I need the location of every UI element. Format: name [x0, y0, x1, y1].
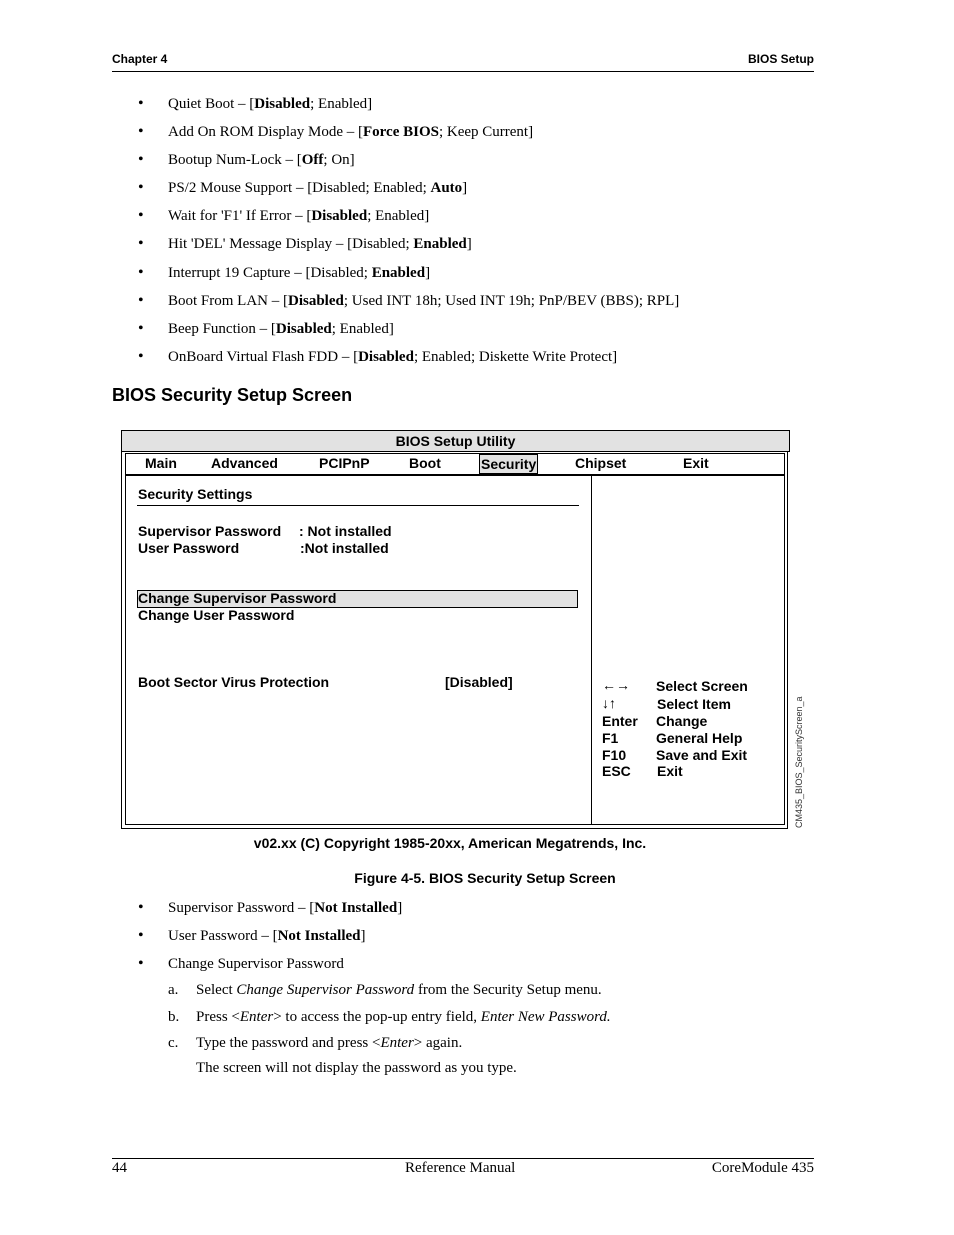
section-title: BIOS Security Setup Screen — [112, 385, 353, 405]
list-item: • Boot From LAN – [Disabled; Used INT 18h; Used INT 19h; PnP/BEV (BBS); RPL] — [138, 292, 679, 320]
boot-sector-virus-protection-value[interactable]: [Disabled] — [445, 674, 513, 690]
help-general-help: General Help — [656, 730, 743, 746]
supervisor-password-label: Supervisor Password — [138, 523, 282, 539]
list-item: • Beep Function – [Disabled; Enabled] — [138, 320, 679, 348]
section-label: BIOS Setup — [747, 52, 814, 66]
security-settings-heading: Security Settings — [138, 486, 253, 502]
page-number: 44 — [112, 1160, 127, 1176]
user-password-value: :Not installed — [300, 540, 389, 556]
list-item: • Hit 'DEL' Message Display – [Disabled; Enabled] — [138, 235, 679, 263]
header-rule — [112, 71, 814, 72]
option-list-bottom — [138, 899, 402, 983]
menu-tab-security[interactable]: Security — [481, 456, 537, 472]
left-right-arrows-icon: ←→ — [602, 677, 630, 693]
figure-caption: Figure 4-5. BIOS Security Setup Screen — [354, 870, 616, 886]
menu-tab-advanced[interactable]: Advanced — [211, 455, 278, 471]
list-item: • Wait for 'F1' If Error – [Disabled; Enabled] — [138, 207, 679, 235]
list-item: • Supervisor Password – [Not Installed] — [138, 899, 402, 927]
menu-tab-pcipnp[interactable]: PCIPnP — [319, 455, 370, 471]
list-item: • Interrupt 19 Capture – [Disabled; Enabled] — [138, 264, 679, 292]
down-up-arrows-icon: ↓↑ — [602, 695, 616, 711]
list-item: • Quiet Boot – [Disabled; Enabled] — [138, 95, 679, 123]
help-key-f1: F1 — [602, 730, 619, 746]
help-save-and-exit: Save and Exit — [656, 747, 748, 763]
heading-rule — [137, 505, 579, 506]
menu-tab-chipset[interactable]: Chipset — [575, 455, 627, 471]
menu-tab-main[interactable]: Main — [145, 455, 177, 471]
list-item: • Change Supervisor Password — [138, 955, 402, 983]
help-key-esc: ESC — [602, 763, 631, 779]
help-panel-divider — [591, 476, 592, 824]
user-password-label: User Password — [138, 540, 240, 556]
supervisor-password-value: : Not installed — [299, 523, 392, 539]
help-key-enter: Enter — [602, 713, 638, 729]
help-change: Change — [656, 713, 708, 729]
boot-sector-virus-protection-label[interactable]: Boot Sector Virus Protection — [138, 674, 330, 690]
chapter-label: Chapter 4 — [112, 52, 168, 66]
menu-tab-exit[interactable]: Exit — [683, 455, 709, 471]
option-list-top — [138, 95, 679, 376]
list-item: • PS/2 Mouse Support – [Disabled; Enabled; Auto] — [138, 179, 679, 207]
list-item: • User Password – [Not Installed] — [138, 927, 402, 955]
bios-copyright: v02.xx (C) Copyright 1985-20xx, American Megatrends, Inc. — [253, 835, 647, 851]
change-supervisor-password-item[interactable]: Change Supervisor Password — [138, 590, 337, 606]
help-key-f10: F10 — [602, 747, 627, 763]
list-item: • Add On ROM Display Mode – [Force BIOS; Keep Current] — [138, 123, 679, 151]
help-exit: Exit — [657, 763, 683, 779]
menu-tab-boot[interactable]: Boot — [409, 455, 441, 471]
footer-product: CoreModule 435 — [711, 1160, 814, 1176]
footer-title: Reference Manual — [405, 1160, 516, 1176]
change-user-password-item[interactable]: Change User Password — [138, 607, 295, 623]
list-item: • Bootup Num-Lock – [Off; On] — [138, 151, 679, 179]
list-item: • OnBoard Virtual Flash FDD – [Disabled; Enabled; Diskette Write Protect] — [138, 348, 679, 376]
help-select-item: Select Item — [657, 696, 731, 712]
bios-title-bar: BIOS Setup Utility — [121, 430, 790, 452]
footer-rule — [112, 1158, 814, 1159]
help-select-screen: Select Screen — [656, 678, 748, 694]
